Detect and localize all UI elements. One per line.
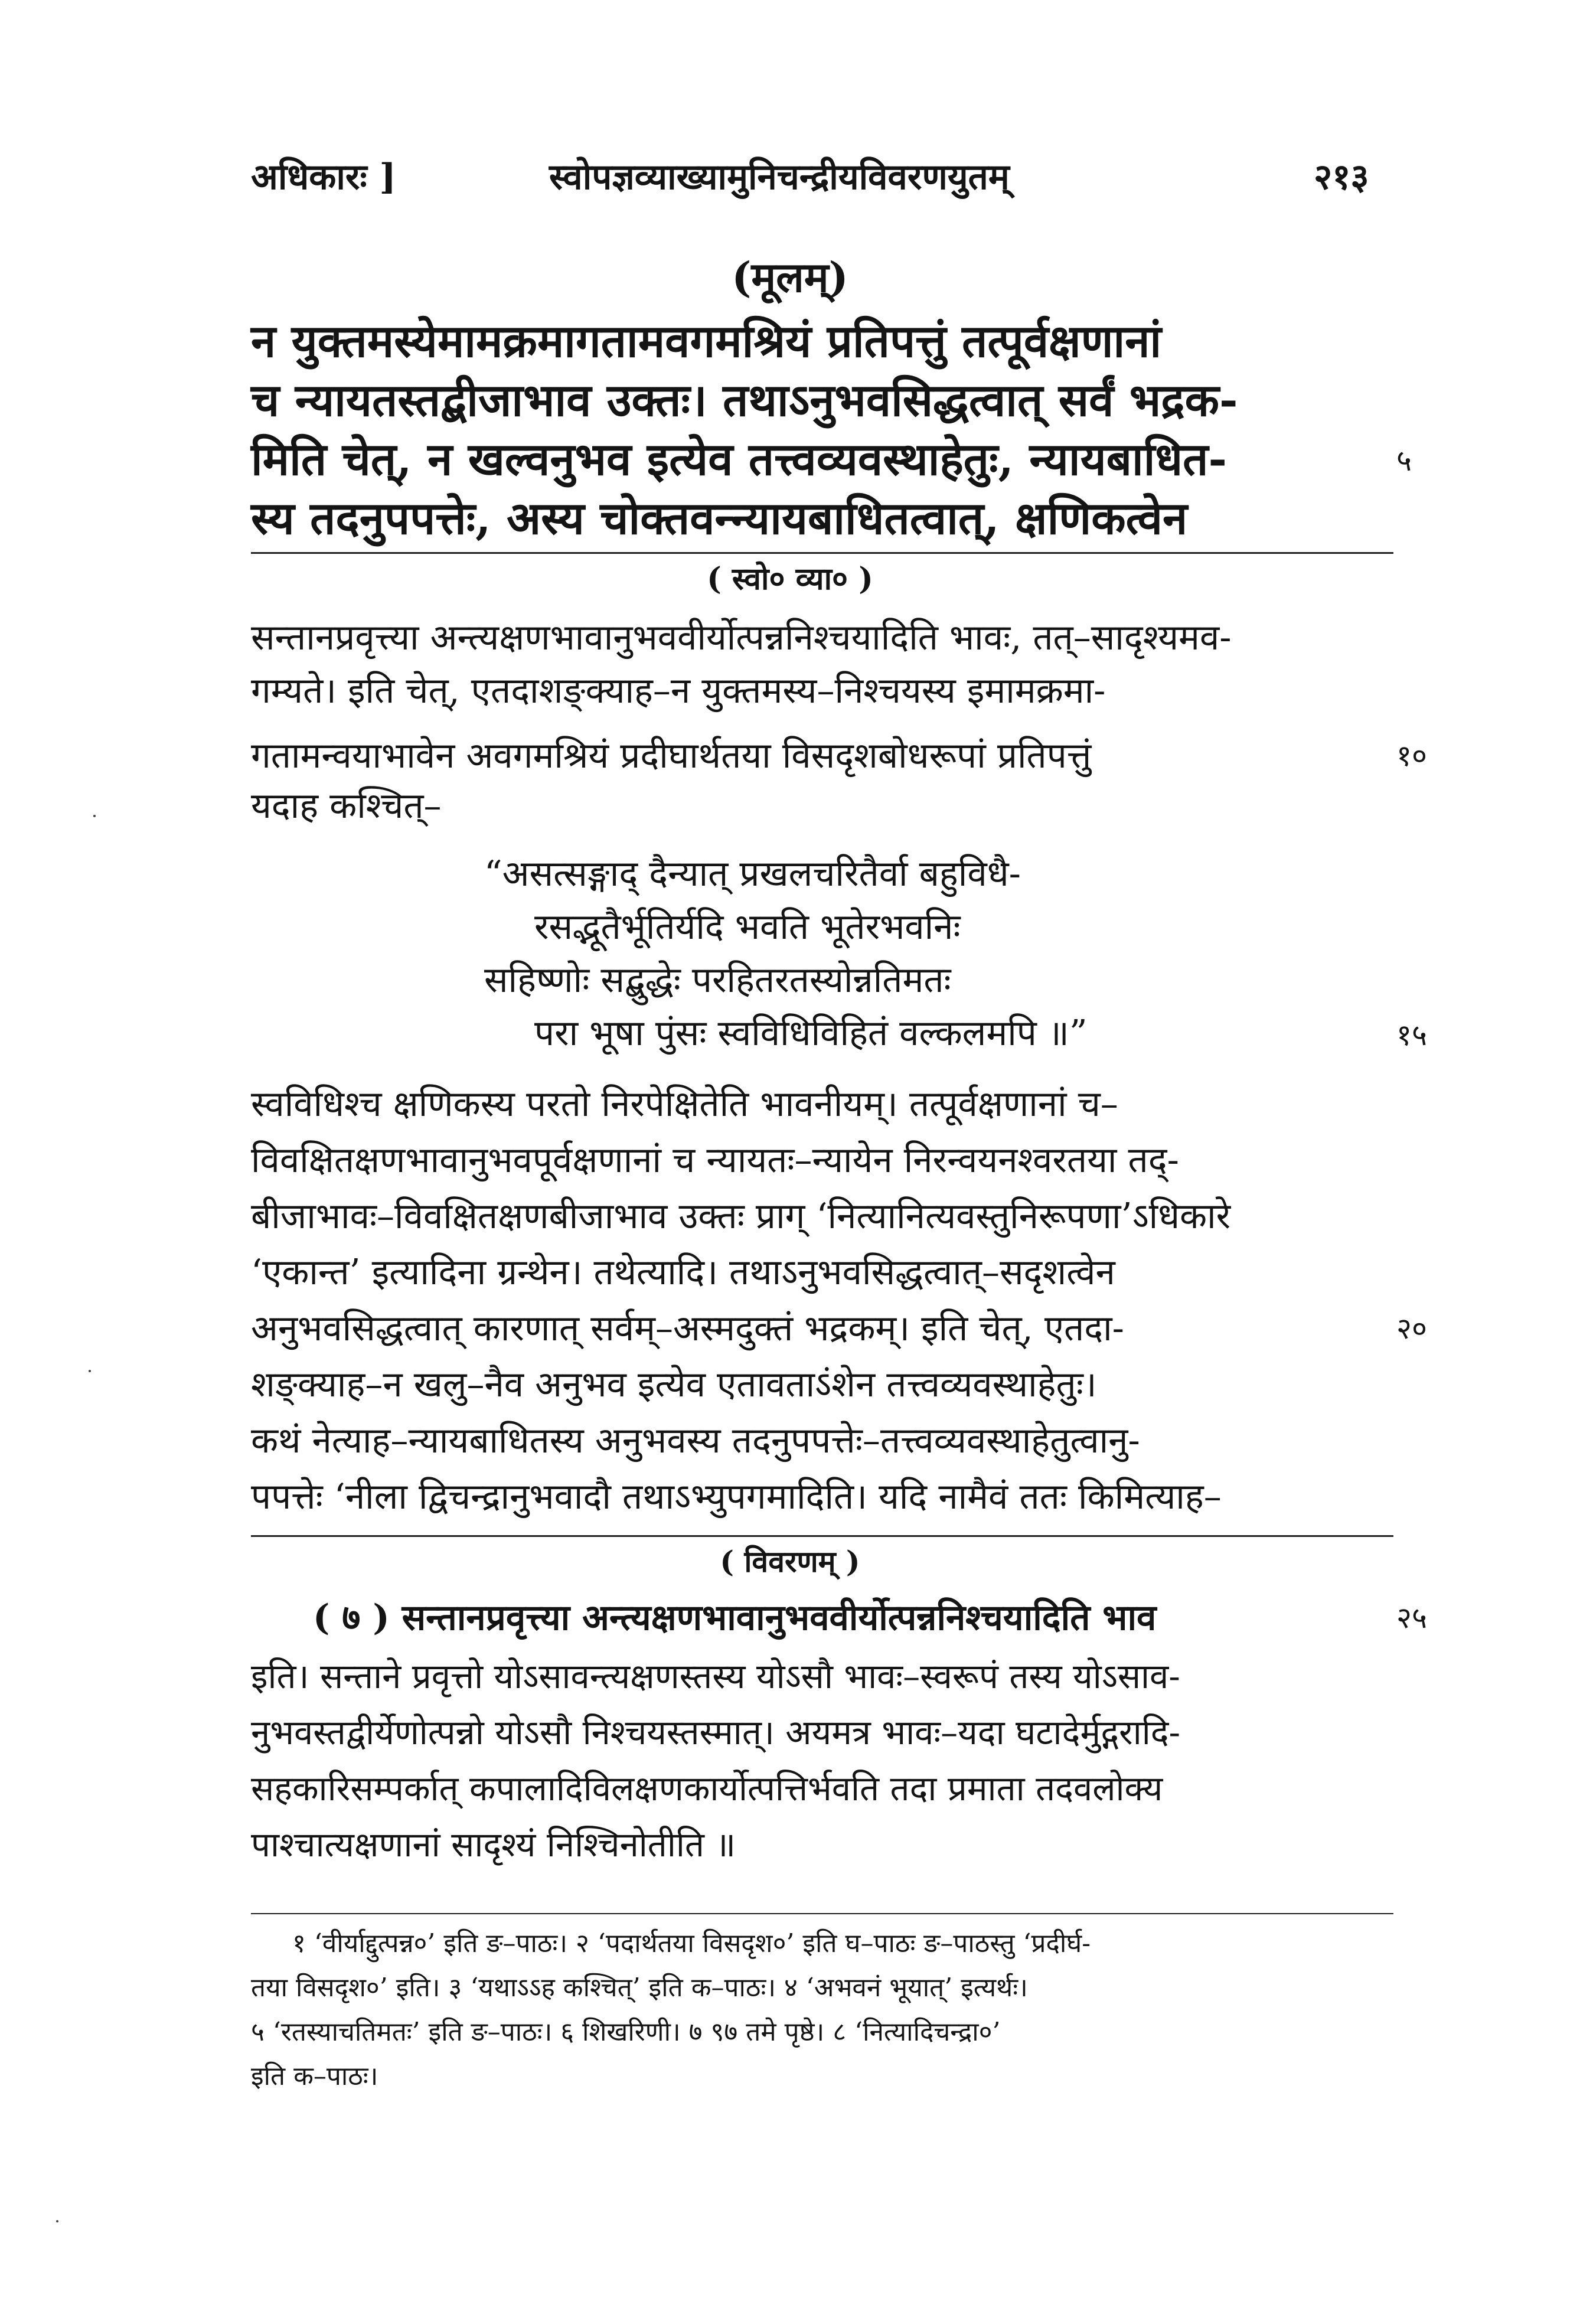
margin-line-number: १५ (1396, 1018, 1427, 1052)
commentary-line: गम्यते। इति चेत्, एतदाशङ्क्याह–न युक्तमस्य–निश्चयस्य इमामक्रमा- (251, 670, 1106, 711)
footnote-line: ५ ‘रतस्याचतिमतः’ इति ङ–पाठः। ६ शिखरिणी। ७ ९७ तमे पृष्ठे। ८ ‘नित्यादिचन्द्रा०’ (251, 2017, 1001, 2047)
verse-line: परा भूषा पुंसः स्वविधिविहितं वल्कलमपि ॥” (534, 1013, 1088, 1054)
mula-line: मिति चेत्, न खल्वनुभव इत्येव तत्त्वव्यवस्थाहेतुः, न्यायबाधित- (251, 433, 1228, 485)
section-divider (251, 552, 1393, 554)
margin-line-number: ५ (1396, 443, 1412, 478)
vivarana-line: ( ७ ) सन्तानप्रवृत्त्या अन्त्यक्षणभावानुभववीर्योत्पन्ननिश्चयादिति भाव (313, 1597, 1157, 1638)
vivarana-line: सहकारिसम्पर्कात् कपालादिविलक्षणकार्योत्पत्तिर्भवति तदा प्रमाता तदवलोक्य (251, 1768, 1163, 1809)
page-number: २१३ (1314, 156, 1369, 198)
commentary-line: बीजाभावः–विवक्षितक्षणबीजाभाव उक्तः प्राग् ‘नित्यानित्यवस्तुनिरूपणा’ऽधिकारे (251, 1196, 1231, 1237)
commentary-line: ‘एकान्त’ इत्यादिना ग्रन्थेन। तथेत्यादि। तथाऽनुभवसिद्धत्वात्–सदृशत्वेन (251, 1252, 1115, 1293)
scan-speck (89, 1370, 91, 1372)
mula-heading: (मूलम्) (732, 253, 848, 302)
footnote-line: इति क–पाठः। (251, 2061, 378, 2091)
verse-line: सहिष्णोः सद्बुद्धेः परहितरतस्योन्नतिमतः (484, 959, 951, 1001)
scan-speck (56, 2220, 58, 2222)
verse-line: “असत्सङ्गाद् दैन्यात् प्रखलचरितैर्वा बहुविधै- (484, 853, 1021, 895)
commentary-line: पपत्तेः ‘नीला द्विचन्द्रानुभवादौ तथाऽभ्युपगमादिति। यदि नामैवं ततः किमित्याह– (251, 1476, 1222, 1517)
vivarana-line: इति। सन्ताने प्रवृत्तो योऽसावन्त्यक्षणस्तस्य योऽसौ भावः–स्वरूपं तस्य योऽसाव- (251, 1656, 1180, 1696)
vivarana-line: पाश्चात्यक्षणानां सादृश्यं निश्चिनोतीति ॥ (251, 1824, 736, 1865)
commentary-line: सन्तानप्रवृत्त्या अन्त्यक्षणभावानुभववीर्योत्पन्ननिश्चयादिति भावः, तत्–सादृश्यमव- (251, 617, 1232, 658)
margin-line-number: २५ (1396, 1601, 1427, 1635)
commentary-line: यदाह कश्चित्– (251, 785, 442, 827)
commentary-line: स्वविधिश्च क्षणिकस्य परतो निरपेक्षितेति भावनीयम्। तत्पूर्वक्षणानां च– (251, 1083, 1118, 1125)
mula-line: स्य तदनुपपत्तेः, अस्य चोक्तवन्न्यायबाधितत्वात्, क्षणिकत्वेन (251, 492, 1188, 544)
commentary-line: अनुभवसिद्धत्वात् कारणात् सर्वम्–अस्मदुक्तं भद्रकम्। इति चेत्, एतदा- (251, 1308, 1124, 1349)
mula-line: न युक्तमस्येमामक्रमागतामवगमश्रियं प्रतिपत्तुं तत्पूर्वक्षणानां (251, 315, 1162, 367)
running-header-title: स्वोपज्ञव्याख्यामुनिचन्द्रीयविवरणयुतम् (549, 156, 1010, 198)
commentary-line: कथं नेत्याह–न्यायबाधितस्य अनुभवस्य तदनुपपत्तेः–तत्त्वव्यवस्थाहेतुत्वानु- (251, 1420, 1140, 1461)
mula-line: च न्यायतस्तद्बीजाभाव उक्तः। तथाऽनुभवसिद्धत्वात् सर्वं भद्रक- (251, 374, 1238, 426)
margin-line-number: १० (1396, 739, 1427, 773)
margin-line-number: २० (1396, 1311, 1427, 1346)
vivarana-line: नुभवस्तद्वीर्येणोत्पन्नो योऽसौ निश्चयस्तस्मात्। अयमत्र भावः–यदा घटादेर्मुद्गरादि- (251, 1712, 1181, 1752)
commentary-line: गतामन्वयाभावेन अवगमश्रियं प्रदीघार्थतया विसदृशबोधरूपां प्रतिपत्तुं (251, 735, 1092, 776)
section-divider (251, 1535, 1393, 1537)
running-header-section: अधिकारः ] (251, 156, 396, 198)
commentary-line: विवक्षितक्षणभावानुभवपूर्वक्षणानां च न्यायतः–न्यायेन निरन्वयनश्वरतया तद्- (251, 1140, 1179, 1181)
commentary-line: शङ्क्याह–न खलु–नैव अनुभव इत्येव एतावताऽंशेन तत्त्वव्यवस्थाहेतुः। (251, 1364, 1097, 1405)
verse-line: रसद्भूतैर्भूतिर्यदि भवति भूतेरभवनिः (534, 906, 961, 948)
footnote-line: तया विसदृश०’ इति। ३ ‘यथाऽऽह कश्चित्’ इति क–पाठः। ४ ‘अभवनं भूयात्’ इत्यर्थः। (251, 1973, 1028, 2003)
footnote-divider (251, 1913, 1393, 1914)
footnote-line: १ ‘वीर्याद्दुत्पन्न०’ इति ङ–पाठः। २ ‘पदार्थतया विसदृश०’ इति घ–पाठः ङ–पाठस्तु ‘प्रदीर्घ- (292, 1928, 1091, 1959)
commentary-heading: ( स्वो० व्या० ) (707, 561, 873, 597)
vivarana-heading: ( विवरणम् ) (720, 1544, 860, 1579)
scan-speck (93, 815, 96, 817)
